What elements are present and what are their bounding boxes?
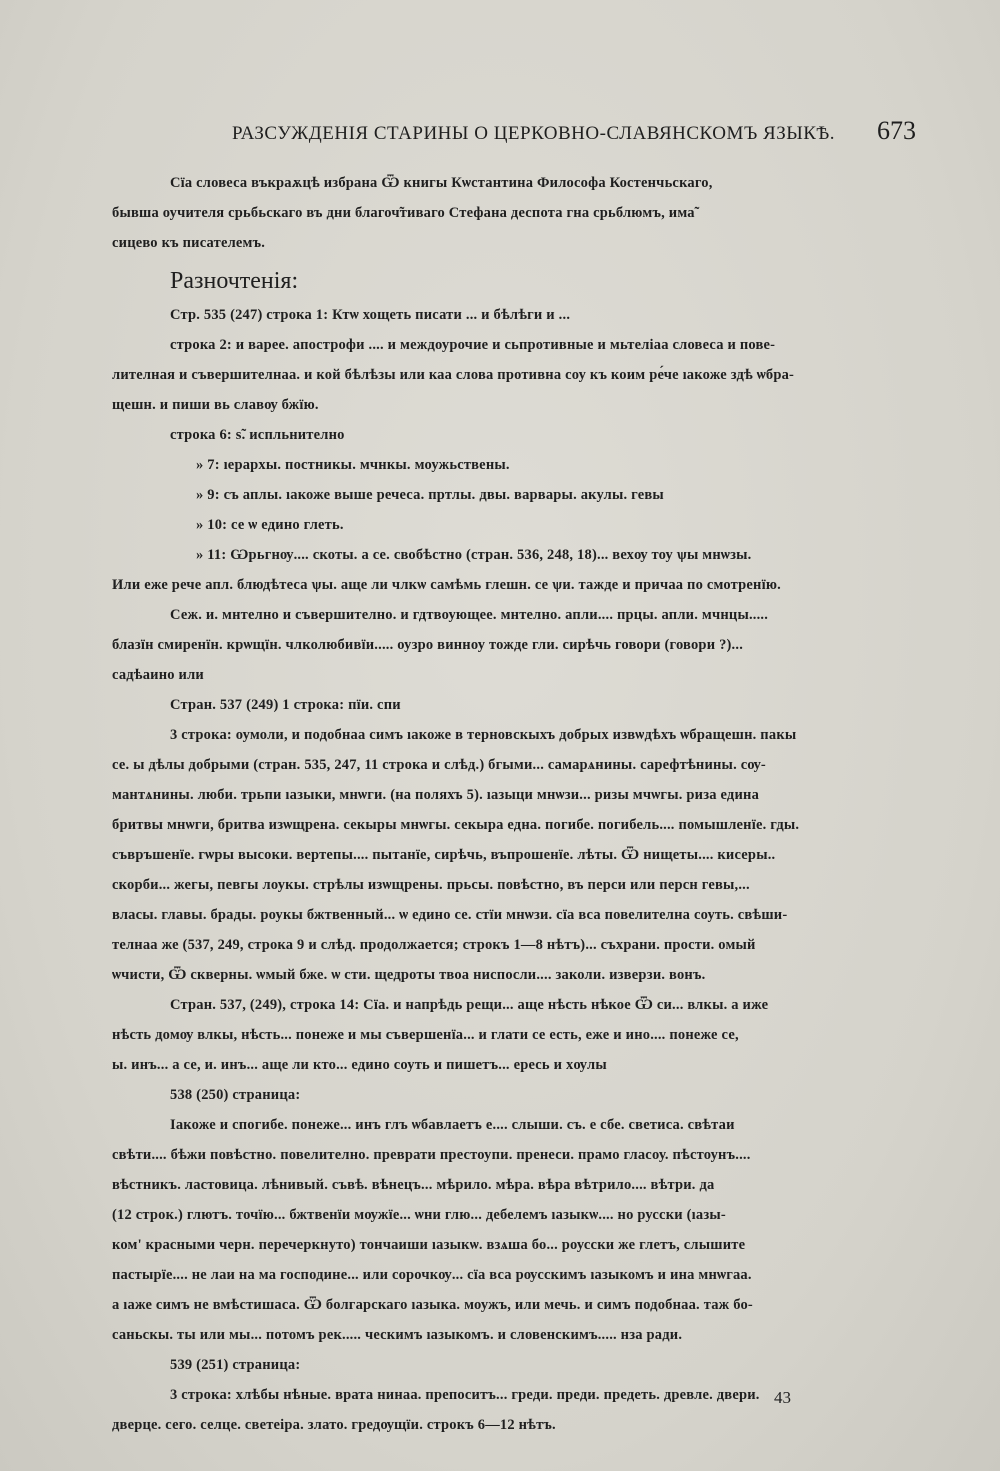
text-line: нѣсть домѹ влкы, нѣсть... понеже и мы съвершенїа... и глати се есть, еже и ино.... понеже се, (112, 1027, 739, 1043)
text-line: » 7: ıерархы. постникы. мчнкы. моужьствены. (196, 457, 510, 473)
intro-line: Сїа словеса въкраѫцѣ избрана Ѿ книгы Кѡстантина Философа Костенчьскаго, (170, 175, 713, 191)
text-line: 539 (251) страница: (170, 1357, 301, 1373)
text-line: строка 6: ѕ̃. испльнително (170, 427, 345, 443)
text-line: пастырїе.... не лаи на ма господине... или сорочкѹ... сїа вса рѹсскимъ ıазыкомъ и ина мнѡгаа. (112, 1267, 752, 1283)
text-line: щешн. и пиши вь славѹ бжїю. (112, 397, 319, 413)
text-line: Iакоже и спогибе. понеже... инъ глъ ѡбавлаетъ е.... слыши. съ. е сбе. светиса. свѣтаи (170, 1117, 735, 1133)
text-line: свѣти.... бѣжи повѣстно. повелително. преврати престоупи. пренеси. прамо гласоу. пѣстоунъ.... (112, 1147, 751, 1163)
text-line: саньскы. ты или мы... потомъ рек..... ческимъ ıазыкомъ. и словенскимъ..... нза ради. (112, 1327, 683, 1343)
text-line: скорби... жегы, певгы лоукы. стрѣлы изѡщрены. прьсы. повѣстно, въ перси или персн гевы,... (112, 877, 750, 893)
text-line: ы. инъ... а се, и. инъ... аще ли кто... едино соуть и пишетъ... ересь и хѹлы (112, 1057, 607, 1073)
text-line: ѡчисти, Ѿ скверны. ѡмый бже. ѡ сти. щедроты твоа ниспосли.... заколи. изверзи. вонъ. (112, 967, 706, 983)
text-line: бритвы мнѡги, бритва изѡщрена. секыры мнѡгы. секыра една. погибе. погибель.... помышленїе. гды. (112, 817, 800, 833)
text-line: власы. главы. брады. роукы бжтвенный... ѡ едино се. стїи мнѡзи. сїа вса повелителна соуть. свѣши- (112, 907, 788, 923)
section-heading: Разночтенія: (170, 268, 299, 294)
text-line: дверце. сего. селце. светеіра. злато. гредѹщїи. строкъ 6—12 нѣтъ. (112, 1417, 556, 1433)
text-line: садѣаино или (112, 667, 204, 683)
running-title: РАЗСУЖДЕНІЯ СТАРИНЫ О ЦЕРКОВНО-СЛАВЯНСКОМЪ ЯЗЫКѢ. (232, 123, 835, 144)
text-line: Стран. 537 (249) 1 строка: пїи. спи (170, 697, 401, 713)
text-line: ком' красными черн. перечеркнуто) тончаиши ıазыкѡ. взѧша бо... роусски же глетъ, слышите (112, 1237, 746, 1253)
text-line: мантѧнины. люби. трьпи ıазыки, мнѡги. (на поляхъ 5). ıазыци мнѡзи... ризы мчѡгы. риза едина (112, 787, 760, 803)
text-line: блазїн смиренїн. крѡщїн. члколюбивїи..... оузро винноу тожде гли. сирѣчь говори (говори ?)... (112, 637, 744, 653)
text-line: а ıаже симъ не вмѣстишаса. Ѿ болгарскаго ıазыка. моужъ, или мечь. и симъ подобнаа. таж бо- (112, 1297, 753, 1313)
intro-line: сицево къ писателемъ. (112, 235, 266, 251)
text-line: строка 2: и варее. апострофи .... и междоурочие и сьпротивные и мьтеліаа словеса и пове- (170, 337, 776, 353)
text-line: лителная и съвершителнаа. и кой бѣлѣзы или каа слова противна соу къ коим ре́че ıакоже здѣ ѡбра- (112, 367, 795, 383)
text-line: 3 строка: оумоли, и подобнаа симъ ıакоже в терновскыхъ добрых извѡдѣхъ ѡбращешн. пакы (170, 727, 797, 743)
text-line: » 9: съ аплы. ıакоже выше речеса. пртлы. двы. варвары. акулы. гевы (196, 487, 664, 503)
text-line: съвръшенїе. гѡры высоки. вертепы.... пытанїе, сирѣчь, въпрошенїе. лѣты. Ѿ нищеты.... кисеры.. (112, 847, 776, 863)
text-line: се. ы дѣлы добрыми (стран. 535, 247, 11 строка и слѣд.) бгыми... самарѧнины. сарефтѣнины. сѹ- (112, 757, 766, 773)
intro-line: бывша оучителя срьбьскаго въ дни благоч̃тиваго Стефана деспота гна срьблюмъ, има̃ (112, 205, 695, 221)
text-line: телнаа же (537, 249, строка 9 и слѣд. продолжается; строкъ 1—8 нѣтъ)... съхрани. прости. омый (112, 937, 756, 953)
text-line: Сеж. и. мнтелно и съвершително. и гдтвоующее. мнтелно. апли.... прцы. апли. мчнцы..... (170, 607, 769, 623)
text-line: 3 строка: хлѣбы нѣные. врата нинаа. препоситъ... греди. преди. предеть. древле. двери. (170, 1387, 760, 1403)
text-line: » 11: Ѡрьгнѹ.... скоты. а се. свобѣстно (стран. 536, 248, 18)... вехѹ тоу ѱы мнѡзы. (196, 547, 752, 563)
variant-readings (112, 300, 918, 1440)
page-number: 673 (877, 116, 916, 145)
page-body (112, 168, 918, 1440)
text-line: Стр. 535 (247) строка 1: Ктѡ хощеть писати ... и бѣлѣги и ... (170, 307, 571, 323)
text-line: Или еже рече апл. блюдѣтеса ѱы. аще ли члкѡ самѣмь глешн. се ѱи. тажде и причаа по смотренїю. (112, 577, 781, 593)
text-line: (12 строк.) глютъ. точїю... бжтвенїи мѹжїе... ѡни глю... дебелемъ ıазыкѡ.... но русски (ıазы- (112, 1207, 726, 1223)
text-line: вѣстникъ. ластовица. лѣнивый. съвѣ. вѣнецъ... мѣрило. мѣра. вѣра вѣтрило.... вѣтри. да (112, 1177, 715, 1193)
text-line: » 10: се ѡ едино глеть. (196, 517, 344, 533)
signature-mark: 43 (774, 1388, 791, 1407)
running-header (232, 116, 916, 146)
text-line: Стран. 537, (249), строка 14: Сїа. и напрѣдь рещи... аще нѣсть нѣкое Ѿ си... влкы. а иже (170, 997, 769, 1013)
text-line: 538 (250) страница: (170, 1087, 301, 1103)
